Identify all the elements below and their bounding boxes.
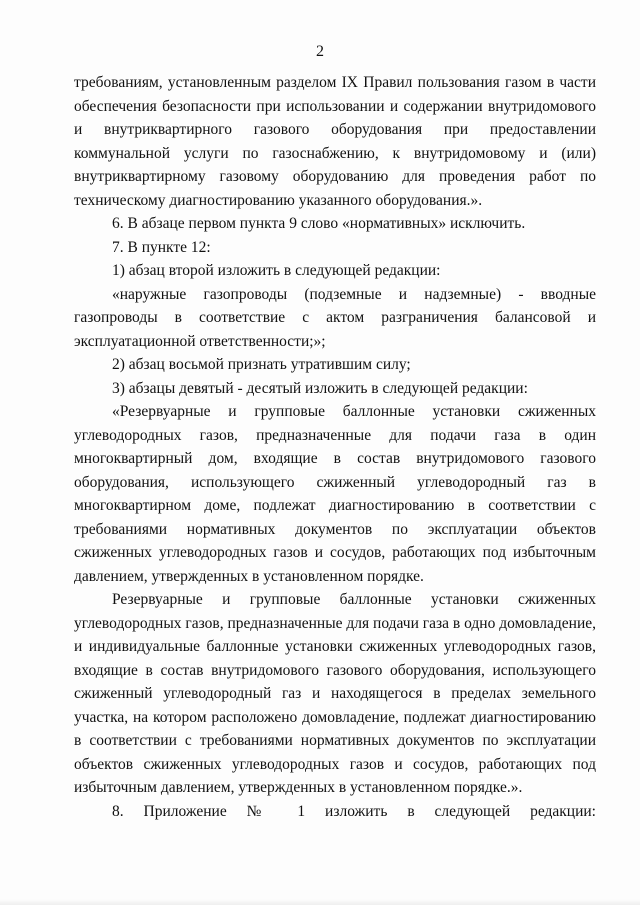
paragraph-item-8: 8. Приложение № 1 изложить в следующей редакции: xyxy=(112,802,596,820)
paragraph-quote-apartment-building: «Резервуарные и групповые баллонные установки сжиженных углеводородных газов, предназначенные для подачи газа в один многоквартирный дом, входящие в состав внутридомового газового оборудования, использующего сжиженный углеводородный газ в многоквартирном доме, подлежат диагностированию в соответствии с требованиями нормативных документов по эксплуатации объектов сжиженных углеводородных газов и сосудов, работающих под избыточным давлением, утвержденных в установленном порядке. xyxy=(74,403,596,585)
paragraph-quote-household: Резервуарные и групповые баллонные установки сжиженных углеводородных газов, предназначенные для подачи газа в одно домовладение, и индивидуальные баллонные установки сжиженных углеводородных газов, входящие в состав внутридомового газового оборудования, использующего сжиженный углеводородный газ и находящегося в пределах земельного участка, на котором расположено домовладение, подлежат диагностированию в соответствии с требованиями нормативных документов по эксплуатации объектов сжиженных углеводородных газов и сосудов, работающих под избыточным давлением, утвержденных в установленном порядке.». xyxy=(74,591,596,796)
page-number: 2 xyxy=(316,43,324,60)
paragraph-subitem-3: 3) абзацы девятый - десятый изложить в следующей редакции: xyxy=(112,379,528,397)
paragraph-continuation: требованиям, установленным разделом IX Правил пользования газом в части обеспечения безопасности при использовании и содержании внутридомового и внутриквартирного газового оборудования при предоставлении коммунальной услуги по газоснабжению, к внутридомовому и (или) внутриквартирному газовому оборудованию для проведения работ по техническому диагностированию указанного оборудования.». xyxy=(74,74,596,209)
paragraph-subitem-1: 1) абзац второй изложить в следующей редакции: xyxy=(112,262,441,279)
scan-bottom-edge xyxy=(0,899,640,905)
paragraph-subitem-2: 2) абзац восьмой признать утратившим силу; xyxy=(112,356,411,373)
document-body xyxy=(74,71,596,823)
paragraph-quote-external-pipelines: «наружные газопроводы (подземные и надземные) - вводные газопроводы в соответствие с актом разграничения балансовой и эксплуатационной ответственности;»; xyxy=(74,285,596,350)
paragraph-item-6: 6. В абзаце первом пункта 9 слово «нормативных» исключить. xyxy=(112,215,526,232)
paragraph-item-7: 7. В пункте 12: xyxy=(112,238,211,256)
